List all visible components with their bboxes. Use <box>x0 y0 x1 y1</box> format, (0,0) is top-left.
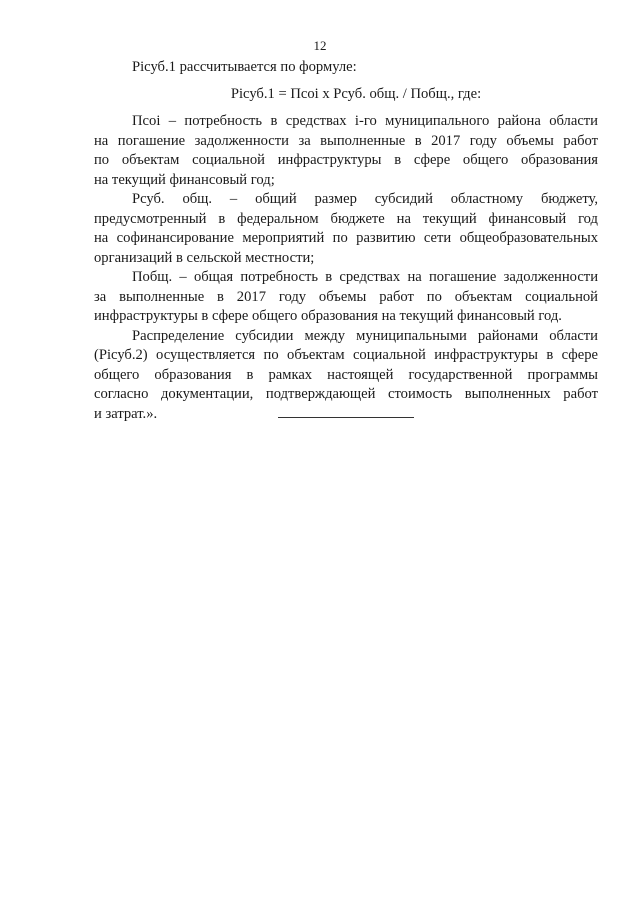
paragraph-line: согласно документации, подтверждающей стоимость выполненных работ <box>94 386 598 402</box>
paragraph-rsub <box>94 190 598 268</box>
paragraph-line: и затрат.». <box>94 405 158 422</box>
paragraph-line: на текущий финансовый год; <box>94 171 275 188</box>
paragraph-line: за выполненные в 2017 году объемы работ по объектам социальной <box>94 288 598 305</box>
paragraph-line: Псоі – потребность в средствах і-го муниципального района области <box>132 113 598 129</box>
intro-text: Рісуб.1 рассчитывается по формуле: <box>132 59 357 75</box>
paragraph-psoi <box>94 112 598 190</box>
paragraph-line: на софинансирование мероприятий по развитию сети общеобразовательных <box>94 230 598 246</box>
paragraph-line: Распределение субсидии между муниципальными районами области <box>132 327 598 344</box>
paragraph-line: (Рісуб.2) осуществляется по объектам социальной инфраструктуры в сфере <box>94 347 598 363</box>
formula: Рісуб.1 = Псоі х Рсуб. общ. / Побщ., где: <box>230 85 482 102</box>
paragraph-line: Побщ. – общая потребность в средствах на погашение задолженности <box>132 269 598 285</box>
paragraph-line: предусмотренный в федеральном бюджете на текущий финансовый год <box>94 210 598 227</box>
paragraph-line: инфраструктуры в сфере общего образования на текущий финансовый год. <box>94 308 562 324</box>
paragraph-line: общего образования в рамках настоящей государственной программы <box>94 366 598 383</box>
document-body <box>94 58 598 424</box>
paragraph-line: на погашение задолженности за выполненные в 2017 году объемы работ <box>94 132 598 149</box>
paragraph-line: организаций в сельской местности; <box>94 249 315 266</box>
paragraph-pobsch <box>94 268 598 327</box>
paragraph-distribution <box>94 327 598 425</box>
end-divider <box>278 417 414 418</box>
paragraph-line: по объектам социальной инфраструктуры в сфере общего образования <box>94 152 598 168</box>
page-number: 12 <box>313 38 327 53</box>
paragraph-line: Рсуб. общ. – общий размер субсидий областному бюджету, <box>132 191 598 207</box>
